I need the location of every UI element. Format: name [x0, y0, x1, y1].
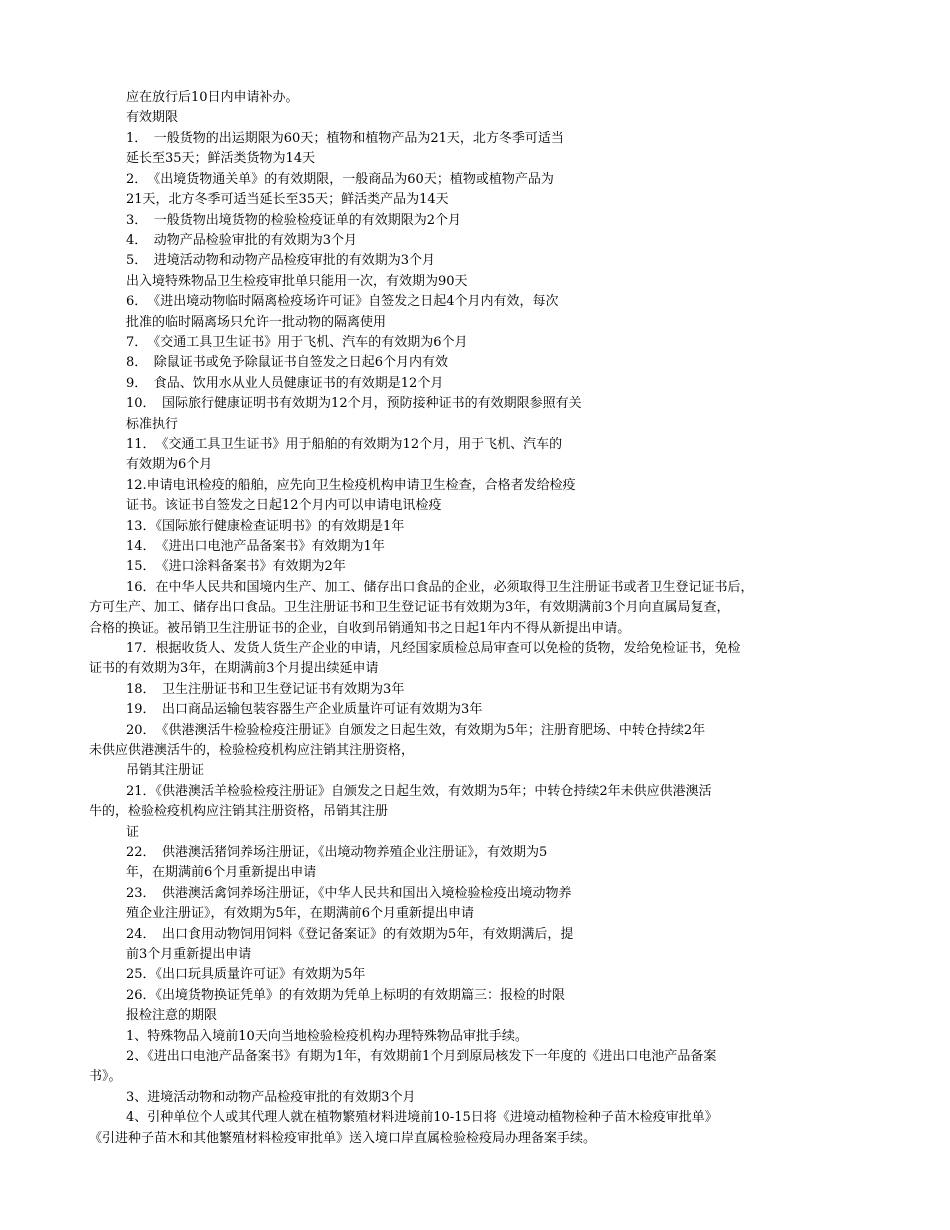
text-line: 5． 进境活动物和动物产品检疫审批的有效期为3个月: [126, 253, 436, 268]
section-heading: 报检注意的期限: [126, 1008, 218, 1023]
text-line: 15． 《进口涂料备案书》有效期为2年: [126, 559, 346, 574]
text-line: 4、引种单位个人或其代理人就在植物繁殖材料进境前10-15日将《进境动植物检种子苗木检疫审批单》: [126, 1110, 718, 1125]
text-line: 24． 出口食用动物饲用饲料《登记备案证》的有效期为5年，有效期满后，提: [126, 927, 574, 942]
text-line: 前3个月重新提出申请: [126, 947, 252, 962]
text-line: 标准执行: [126, 417, 179, 432]
text-line: 方可生产、加工、储存出口食品。卫生注册证书和卫生登记证书有效期为3年，有效期满前3个月向直属局复查，: [89, 600, 730, 615]
text-line: 16．在中华人民共和国境内生产、加工、储存出口食品的企业，必须取得卫生注册证书或者卫生登记证书后，: [126, 580, 754, 595]
text-line: 证: [126, 825, 140, 840]
text-line: 应在放行后10日内申请补办。: [126, 90, 299, 105]
text-line: 2． 《出境货物通关单》的有效期限，一般商品为60天；植物或植物产品为: [126, 172, 554, 187]
text-line: 3． 一般货物出境货物的检验检疫证单的有效期限为2个月: [126, 213, 462, 228]
text-line: 书》。: [89, 1069, 122, 1084]
text-line: 10． 国际旅行健康证明书有效期为12个月，预防接种证书的有效期限参照有关: [126, 396, 582, 411]
text-line: 6． 《进出境动物临时隔离检疫场许可证》自签发之日起4个月内有效，每次: [126, 294, 559, 309]
text-line: 17．根据收货人、发货人货生产企业的申请，凡经国家质检总局审查可以免检的货物，发给免检证书，免检: [126, 641, 741, 656]
text-line: 3、进境活动物和动物产品检疫审批的有效期3个月: [126, 1090, 416, 1105]
text-line: 1． 一般货物的出运期限为60天；植物和植物产品为21天，北方冬季可适当: [126, 131, 564, 146]
text-line: 21天，北方冬季可适当延长至35天；鲜活类产品为14天: [126, 192, 449, 207]
section-heading: 有效期限: [126, 110, 179, 125]
text-line: 1、特殊物品入境前10天向当地检验检疫机构办理特殊物品审批手续。: [126, 1029, 528, 1044]
text-line: 21．《供港澳活羊检验检疫注册证》自颁发之日起生效，有效期为5年；中转仓持续2年未供应供港澳活: [126, 784, 712, 799]
text-line: 8． 除鼠证书或免予除鼠证书自签发之日起6个月内有效: [126, 355, 449, 370]
text-line: 25．《出口玩具质量许可证》有效期为5年: [126, 967, 366, 982]
text-line: 批准的临时隔离场只允许一批动物的隔离使用: [126, 315, 387, 330]
text-line: 2、《进出口电池产品备案书》有期为1年，有效期前1个月到原局核发下一年度的《进出口电池产品备案: [126, 1049, 717, 1064]
text-line: 9． 食品、饮用水从业人员健康证书的有效期是12个月: [126, 376, 444, 391]
text-line: 证书。该证书自签发之日起12个月内可以申请电讯检疫: [126, 498, 442, 513]
text-line: 14． 《进出口电池产品备案书》有效期为1年: [126, 539, 385, 554]
text-line: 7． 《交通工具卫生证书》用于飞机、汽车的有效期为6个月: [126, 335, 468, 350]
text-line: 出入境特殊物品卫生检疫审批单只能用一次，有效期为90天: [126, 274, 468, 289]
text-line: 《引进种子苗木和其他繁殖材料检疫审批单》送入境口岸直属检验检疫局办理备案手续。: [89, 1131, 597, 1146]
text-line: 证书的有效期为3年，在期满前3个月提出续延申请: [89, 661, 379, 676]
text-line: 18． 卫生注册证书和卫生登记证书有效期为3年: [126, 682, 405, 697]
text-line: 牛的，检验检疫机构应注销其注册资格，吊销其注册: [89, 804, 389, 819]
text-line: 13．《国际旅行健康检查证明书》的有效期是1年: [126, 519, 405, 534]
text-line: 19． 出口商品运输包装容器生产企业质量许可证有效期为3年: [126, 702, 483, 717]
text-line: 22． 供港澳活猪饲养场注册证，《出境动物养殖企业注册证》，有效期为5: [126, 845, 548, 860]
text-line: 殖企业注册证》，有效期为5年，在期满前6个月重新提出申请: [126, 906, 475, 921]
text-line: 4． 动物产品检验审批的有效期为3个月: [126, 233, 358, 248]
text-line: 20． 《供港澳活牛检验检疫注册证》自颁发之日起生效，有效期为5年；注册育肥场、中转仓持续2年: [126, 723, 706, 738]
text-line: 合格的换证。被吊销卫生注册证书的企业，自收到吊销通知书之日起1年内不得从新提出申请。: [89, 621, 631, 636]
text-line: 23． 供港澳活禽饲养场注册证，《中华人民共和国出入境检验检疫出境动物养: [126, 886, 572, 901]
text-line: 有效期为6个月: [126, 457, 213, 472]
text-line: 11． 《交通工具卫生证书》用于船舶的有效期为12个月，用于飞机、汽车的: [126, 437, 563, 452]
text-line: 年，在期满前6个月重新提出申请: [126, 865, 317, 880]
text-line: 未供应供港澳活牛的，检验检疫机构应注销其注册资格，: [89, 743, 415, 758]
text-line: 延长至35天；鲜活类货物为14天: [126, 151, 316, 166]
text-line: 吊销其注册证: [126, 763, 205, 778]
text-line: 26．《出境货物换证凭单》的有效期为凭单上标明的有效期篇三：报检的时限: [126, 988, 566, 1003]
text-line: 12.申请电讯检疫的船舶，应先向卫生检疫机构申请卫生检查，合格者发给检疫: [126, 478, 576, 493]
